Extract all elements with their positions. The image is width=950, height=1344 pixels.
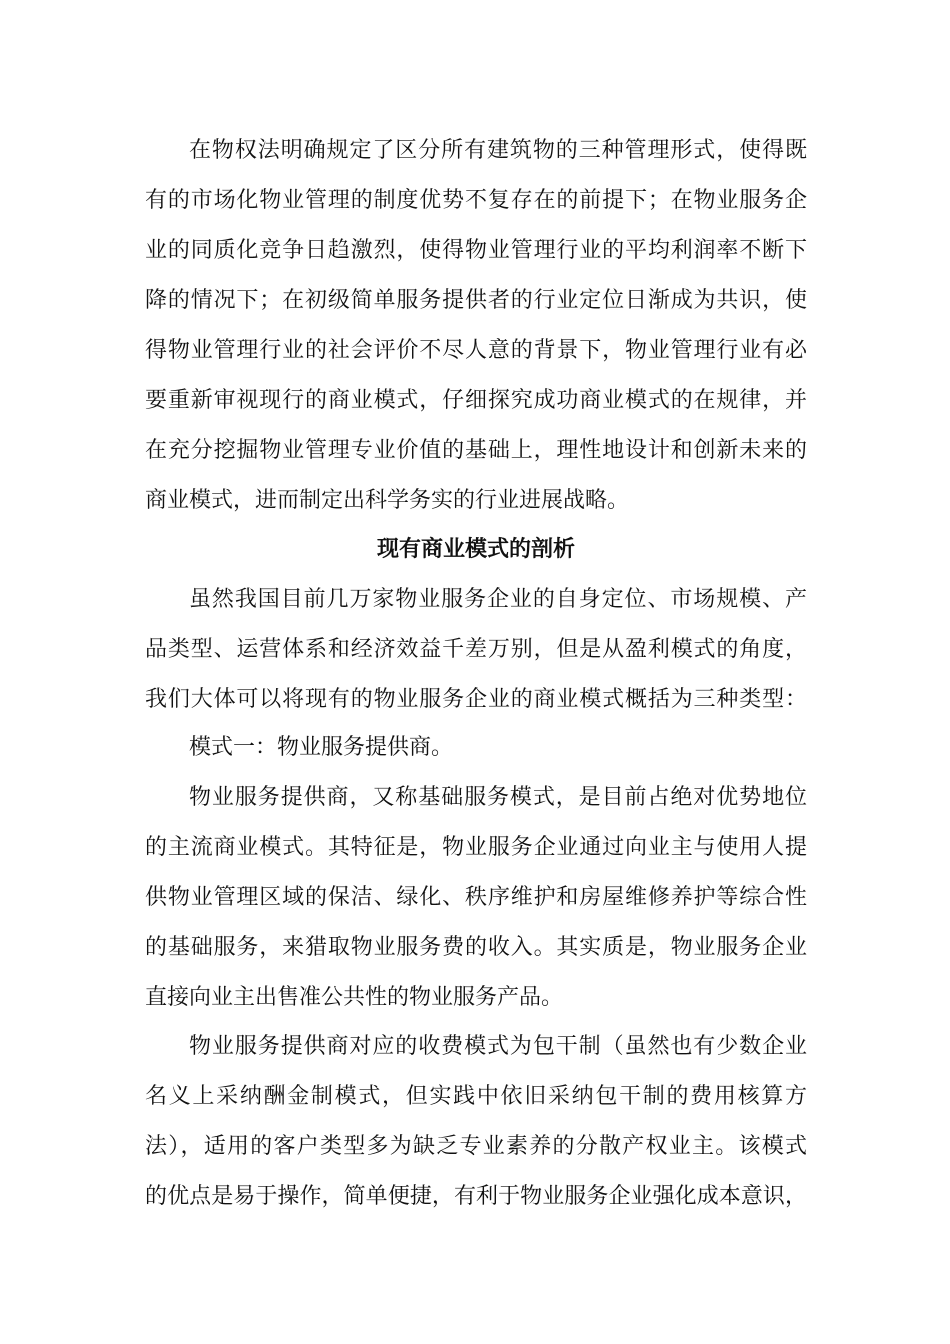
- section-heading-block: [145, 525, 807, 575]
- section-heading: 现有商业模式的剖析: [376, 537, 575, 562]
- paragraph-line: 商业模式，进而制定出科学务实的行业进展战略。: [145, 488, 630, 513]
- paragraph-line: 品类型、运营体系和经济效益千差万别，但是从盈利模式的角度，: [145, 637, 807, 662]
- paragraph-line: 降的情况下；在初级简单服务提供者的行业定位日渐成为共识，使: [145, 288, 807, 313]
- mode-one-title-block: [145, 723, 807, 773]
- paragraph-line: 我们大体可以将现有的物业服务企业的商业模式概括为三种类型：: [145, 687, 807, 712]
- overview-paragraph: [145, 575, 807, 725]
- mode-one-title: 模式一：物业服务提供商。: [189, 735, 454, 760]
- paragraph-line: 在物权法明确规定了区分所有建筑物的三种管理形式，使得既: [189, 138, 807, 163]
- paragraph-line: 要重新审视现行的商业模式，仔细探究成功商业模式的在规律，并: [145, 388, 807, 413]
- intro-paragraph: [145, 126, 807, 526]
- paragraph-line: 物业服务提供商对应的收费模式为包干制（虽然也有少数企业: [189, 1034, 807, 1059]
- mode-one-fee-paragraph: [145, 1022, 807, 1222]
- paragraph-line: 的基础服务，来猎取物业服务费的收入。其实质是，物业服务企业: [145, 935, 807, 960]
- paragraph-line: 法），适用的客户类型多为缺乏专业素养的分散产权业主。该模式: [145, 1134, 807, 1159]
- paragraph-line: 名义上采纳酬金制模式，但实践中依旧采纳包干制的费用核算方: [145, 1084, 807, 1109]
- paragraph-line: 在充分挖掘物业管理专业价值的基础上，理性地设计和创新未来的: [145, 438, 807, 463]
- paragraph-line: 业的同质化竞争日趋激烈，使得物业管理行业的平均利润率不断下: [145, 238, 807, 263]
- paragraph-line: 物业服务提供商，又称基础服务模式，是目前占绝对优势地位: [189, 785, 807, 810]
- paragraph-line: 有的市场化物业管理的制度优势不复存在的前提下；在物业服务企: [145, 188, 807, 213]
- paragraph-line: 的主流商业模式。其特征是，物业服务企业通过向业主与使用人提: [145, 835, 807, 860]
- paragraph-line: 得物业管理行业的社会评价不尽人意的背景下，物业管理行业有必: [145, 338, 807, 363]
- mode-one-description: [145, 773, 807, 1023]
- paragraph-line: 直接向业主出售准公共性的物业服务产品。: [145, 985, 564, 1010]
- paragraph-line: 虽然我国目前几万家物业服务企业的自身定位、市场规模、产: [189, 587, 807, 612]
- paragraph-line: 的优点是易于操作，简单便捷，有利于物业服务企业强化成本意识，: [145, 1184, 807, 1209]
- paragraph-line: 供物业管理区域的保洁、绿化、秩序维护和房屋维修养护等综合性: [145, 885, 807, 910]
